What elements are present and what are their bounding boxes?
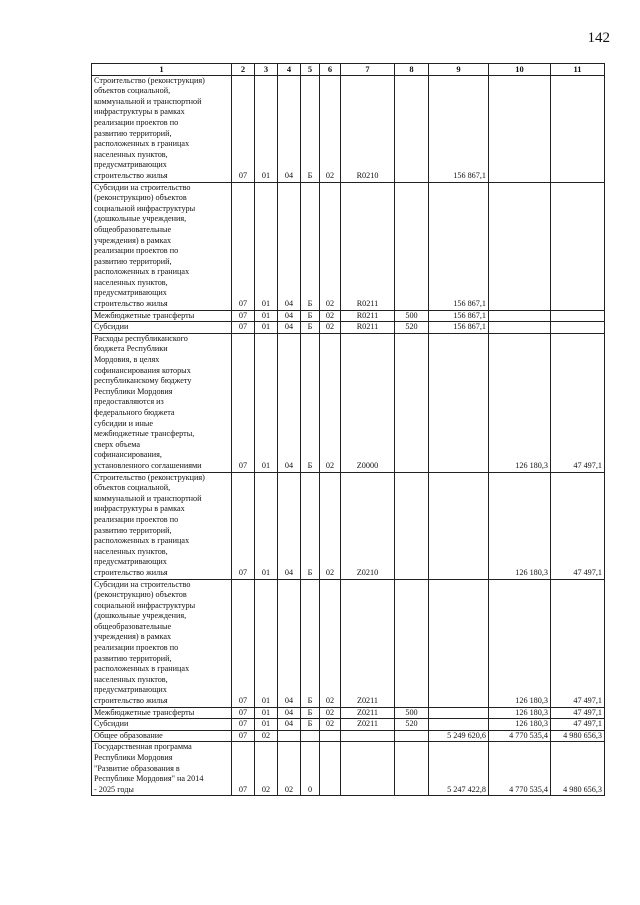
header-cell: 9 xyxy=(429,64,489,76)
amount-col9-cell xyxy=(429,579,489,707)
amount-col9-cell xyxy=(429,719,489,731)
section-code-cell: 07 xyxy=(232,707,255,719)
subprogram-code-cell: Б xyxy=(301,719,320,731)
amount-col10-cell: 126 180,3 xyxy=(489,333,551,472)
expense-type-cell xyxy=(395,472,429,579)
event-code-cell: 02 xyxy=(320,707,341,719)
amount-col10-cell: 126 180,3 xyxy=(489,472,551,579)
row-name-cell: Государственная программа Республики Мордовия "Развитие образования в Республике Мордовия" на 2014 - 2025 годы xyxy=(92,742,232,796)
target-article-cell: R0211 xyxy=(341,310,395,322)
target-article-cell xyxy=(341,730,395,742)
expense-type-cell xyxy=(395,742,429,796)
amount-col11-cell: 47 497,1 xyxy=(551,579,605,707)
program-code-cell: 02 xyxy=(278,742,301,796)
subsection-code-cell: 01 xyxy=(255,472,278,579)
program-code-cell: 04 xyxy=(278,310,301,322)
amount-col11-cell: 47 497,1 xyxy=(551,472,605,579)
amount-col9-cell: 156 867,1 xyxy=(429,310,489,322)
subprogram-code-cell: Б xyxy=(301,182,320,310)
amount-col10-cell xyxy=(489,75,551,182)
header-cell: 3 xyxy=(255,64,278,76)
amount-col11-cell: 4 980 656,3 xyxy=(551,742,605,796)
event-code-cell xyxy=(320,730,341,742)
amount-col9-cell: 156 867,1 xyxy=(429,75,489,182)
amount-col9-cell: 5 247 422,8 xyxy=(429,742,489,796)
event-code-cell: 02 xyxy=(320,333,341,472)
program-code-cell: 04 xyxy=(278,579,301,707)
table-row xyxy=(92,719,605,731)
amount-col9-cell xyxy=(429,472,489,579)
amount-col9-cell: 156 867,1 xyxy=(429,322,489,334)
expense-type-cell: 520 xyxy=(395,322,429,334)
target-article-cell: R0210 xyxy=(341,75,395,182)
row-name-cell: Строительство (реконструкция) объектов социальной, коммунальной и транспортной инфраструктуры в рамках реализации проектов по развитию территорий, расположенных в границах населенных пунктов, предусматривающих строительство жилья xyxy=(92,472,232,579)
section-code-cell: 07 xyxy=(232,719,255,731)
amount-col10-cell: 4 770 535,4 xyxy=(489,730,551,742)
target-article-cell xyxy=(341,742,395,796)
section-code-cell: 07 xyxy=(232,472,255,579)
event-code-cell: 02 xyxy=(320,322,341,334)
subprogram-code-cell: Б xyxy=(301,707,320,719)
subprogram-code-cell: Б xyxy=(301,472,320,579)
subsection-code-cell: 01 xyxy=(255,333,278,472)
table-row xyxy=(92,730,605,742)
subsection-code-cell: 01 xyxy=(255,579,278,707)
subsection-code-cell: 01 xyxy=(255,719,278,731)
target-article-cell: Z0211 xyxy=(341,579,395,707)
expense-type-cell: 520 xyxy=(395,719,429,731)
row-name-cell: Субсидии xyxy=(92,719,232,731)
event-code-cell: 02 xyxy=(320,579,341,707)
amount-col9-cell: 5 249 620,6 xyxy=(429,730,489,742)
amount-col11-cell: 47 497,1 xyxy=(551,707,605,719)
expense-type-cell xyxy=(395,75,429,182)
event-code-cell: 02 xyxy=(320,719,341,731)
table-row xyxy=(92,310,605,322)
event-code-cell: 02 xyxy=(320,472,341,579)
section-code-cell: 07 xyxy=(232,182,255,310)
expense-type-cell xyxy=(395,182,429,310)
table-row xyxy=(92,707,605,719)
amount-col10-cell xyxy=(489,182,551,310)
program-code-cell xyxy=(278,730,301,742)
subprogram-code-cell xyxy=(301,730,320,742)
header-cell: 6 xyxy=(320,64,341,76)
program-code-cell: 04 xyxy=(278,333,301,472)
amount-col10-cell: 4 770 535,4 xyxy=(489,742,551,796)
event-code-cell: 02 xyxy=(320,75,341,182)
amount-col9-cell xyxy=(429,333,489,472)
subsection-code-cell: 01 xyxy=(255,182,278,310)
amount-col10-cell: 126 180,3 xyxy=(489,707,551,719)
target-article-cell: Z0211 xyxy=(341,707,395,719)
amount-col10-cell: 126 180,3 xyxy=(489,579,551,707)
table-row xyxy=(92,182,605,310)
header-cell: 10 xyxy=(489,64,551,76)
target-article-cell: R0211 xyxy=(341,182,395,310)
header-cell: 7 xyxy=(341,64,395,76)
subprogram-code-cell: 0 xyxy=(301,742,320,796)
expense-type-cell: 500 xyxy=(395,310,429,322)
row-name-cell: Межбюджетные трансферты xyxy=(92,310,232,322)
table-row xyxy=(92,75,605,182)
header-row xyxy=(92,64,605,76)
section-code-cell: 07 xyxy=(232,322,255,334)
amount-col9-cell: 156 867,1 xyxy=(429,182,489,310)
subsection-code-cell: 02 xyxy=(255,730,278,742)
row-name-cell: Расходы республиканского бюджета Республики Мордовия, в целях софинансирования которых республиканскому бюджету Республики Мордовия предоставляются из федерального бюджета субсидии и иные межбюджетные трансферты, сверх объема софинансирования, установленного соглашениями xyxy=(92,333,232,472)
subsection-code-cell: 01 xyxy=(255,310,278,322)
amount-col11-cell xyxy=(551,182,605,310)
header-cell: 1 xyxy=(92,64,232,76)
table-row xyxy=(92,333,605,472)
target-article-cell: Z0000 xyxy=(341,333,395,472)
row-name-cell: Межбюджетные трансферты xyxy=(92,707,232,719)
amount-col10-cell xyxy=(489,322,551,334)
expense-type-cell xyxy=(395,333,429,472)
event-code-cell: 02 xyxy=(320,310,341,322)
program-code-cell: 04 xyxy=(278,472,301,579)
row-name-cell: Субсидии на строительство (реконструкцию) объектов социальной инфраструктуры (дошкольные учреждения, общеобразовательные учреждения) в рамках реализации проектов по развитию территорий, расположенных в границах населенных пунктов, предусматривающих строительство жилья xyxy=(92,579,232,707)
subprogram-code-cell: Б xyxy=(301,75,320,182)
header-cell: 11 xyxy=(551,64,605,76)
section-code-cell: 07 xyxy=(232,310,255,322)
section-code-cell: 07 xyxy=(232,75,255,182)
amount-col10-cell xyxy=(489,310,551,322)
program-code-cell: 04 xyxy=(278,707,301,719)
header-cell: 5 xyxy=(301,64,320,76)
amount-col9-cell xyxy=(429,707,489,719)
header-cell: 4 xyxy=(278,64,301,76)
amount-col11-cell xyxy=(551,322,605,334)
section-code-cell: 07 xyxy=(232,742,255,796)
expense-type-cell xyxy=(395,730,429,742)
table-row xyxy=(92,742,605,796)
amount-col11-cell: 47 497,1 xyxy=(551,333,605,472)
program-code-cell: 04 xyxy=(278,719,301,731)
row-name-cell: Субсидии на строительство (реконструкцию) объектов социальной инфраструктуры (дошкольные учреждения, общеобразовательные учреждения) в рамках реализации проектов по развитию территорий, расположенных в границах населенных пунктов, предусматривающих строительство жилья xyxy=(92,182,232,310)
subsection-code-cell: 02 xyxy=(255,742,278,796)
row-name-cell: Строительство (реконструкция) объектов социальной, коммунальной и транспортной инфраструктуры в рамках реализации проектов по развитию территорий, расположенных в границах населенных пунктов, предусматривающих строительство жилья xyxy=(92,75,232,182)
row-name-cell: Общее образование xyxy=(92,730,232,742)
subsection-code-cell: 01 xyxy=(255,707,278,719)
program-code-cell: 04 xyxy=(278,182,301,310)
row-name-cell: Субсидии xyxy=(92,322,232,334)
subprogram-code-cell: Б xyxy=(301,310,320,322)
table-row xyxy=(92,579,605,707)
subprogram-code-cell: Б xyxy=(301,333,320,472)
subprogram-code-cell: Б xyxy=(301,322,320,334)
page-number: 142 xyxy=(587,30,610,46)
target-article-cell: R0211 xyxy=(341,322,395,334)
amount-col11-cell xyxy=(551,310,605,322)
header-cell: 8 xyxy=(395,64,429,76)
event-code-cell: 02 xyxy=(320,182,341,310)
header-cell: 2 xyxy=(232,64,255,76)
target-article-cell: Z0211 xyxy=(341,719,395,731)
amount-col11-cell: 47 497,1 xyxy=(551,719,605,731)
table-row xyxy=(92,322,605,334)
target-article-cell: Z0210 xyxy=(341,472,395,579)
section-code-cell: 07 xyxy=(232,579,255,707)
amount-col11-cell: 4 980 656,3 xyxy=(551,730,605,742)
amount-col10-cell: 126 180,3 xyxy=(489,719,551,731)
subsection-code-cell: 01 xyxy=(255,322,278,334)
program-code-cell: 04 xyxy=(278,322,301,334)
section-code-cell: 07 xyxy=(232,730,255,742)
subprogram-code-cell: Б xyxy=(301,579,320,707)
table-row xyxy=(92,472,605,579)
event-code-cell xyxy=(320,742,341,796)
amount-col11-cell xyxy=(551,75,605,182)
expense-type-cell xyxy=(395,579,429,707)
budget-table xyxy=(91,63,605,796)
program-code-cell: 04 xyxy=(278,75,301,182)
subsection-code-cell: 01 xyxy=(255,75,278,182)
section-code-cell: 07 xyxy=(232,333,255,472)
expense-type-cell: 500 xyxy=(395,707,429,719)
